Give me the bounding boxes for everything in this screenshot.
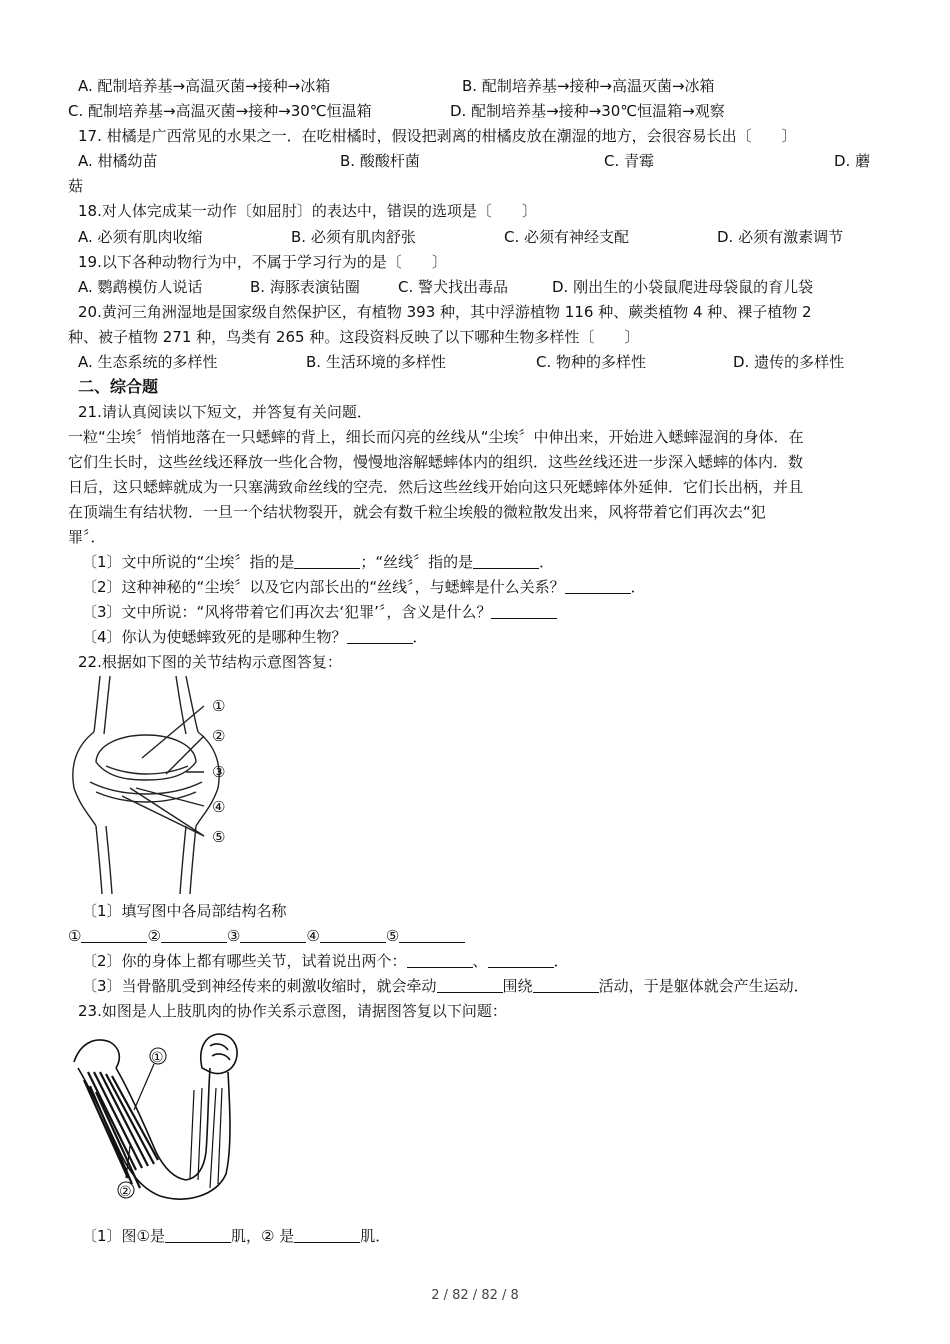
q19-option-c: C. 警犬找出毒品 bbox=[398, 278, 509, 296]
q16-option-d: D. 配制培养基→接种→30℃恒温箱→观察 bbox=[450, 102, 725, 120]
q21-passage-line5: 罪〞． bbox=[68, 528, 106, 546]
joint-label-1: ① bbox=[212, 697, 226, 715]
q22-sub1: 〔1〕填写图中各局部结构名称 bbox=[82, 902, 287, 920]
q22-stem: 22.根据如下图的关节结构示意图答复： bbox=[78, 653, 342, 671]
fill-label-5: ⑤ bbox=[385, 927, 400, 945]
q18-option-d: D. 必须有激素调节 bbox=[717, 228, 844, 246]
q21-passage-line4: 在顶端生有结状物．一旦一个结状物裂开，就会有数千粒尘埃般的微粒散发出来，风将带着它们再次去“犯 bbox=[68, 503, 766, 521]
q20-stem-line1: 20.黄河三角洲湿地是国家级自然保护区，有植物 393 种，其中浮游植物 116 种、蕨类植物 4 种、裸子植物 2 bbox=[78, 303, 812, 321]
q17-option-d: D. 蘑 bbox=[834, 152, 871, 170]
answer-blank[interactable] bbox=[294, 1227, 360, 1243]
q21-sub2-text-a: 〔2〕这种神秘的“尘埃〞以及它内部长出的“丝线〞，与蟋蟀是什么关系？ bbox=[82, 578, 565, 596]
answer-blank[interactable] bbox=[240, 927, 306, 943]
q22-sub1-blanks bbox=[68, 926, 465, 946]
q18-option-c: C. 必须有神经支配 bbox=[504, 228, 630, 246]
q21-sub2 bbox=[82, 577, 646, 597]
answer-blank[interactable] bbox=[437, 977, 503, 993]
answer-blank[interactable] bbox=[407, 952, 473, 968]
q17-option-c: C. 青霉 bbox=[604, 152, 655, 170]
q19-option-b: B. 海豚表演钻圈 bbox=[250, 278, 360, 296]
q21-sub1-text-a: 〔1〕文中所说的“尘埃〞指的是 bbox=[82, 553, 295, 571]
joint-label-3: ③ bbox=[212, 763, 226, 781]
joint-structure-diagram bbox=[66, 676, 246, 894]
fill-label-1: ① bbox=[68, 927, 82, 945]
q21-stem: 21.请认真阅读以下短文，并答复有关问题． bbox=[78, 403, 372, 421]
q18-option-a: A. 必须有肌肉收缩 bbox=[78, 228, 203, 246]
page-number: 2 / 82 / 82 / 8 bbox=[431, 1288, 519, 1303]
q22-sub2-text-a: 〔2〕你的身体上都有哪些关节，试着说出两个： bbox=[82, 952, 407, 970]
q22-sub2-text-b: ． bbox=[553, 952, 569, 970]
q20-option-d: D. 遗传的多样性 bbox=[733, 353, 845, 371]
q21-sub3-text-a: 〔3〕文中所说：“风将带着它们再次去‘犯罪’〞，含义是什么？ bbox=[82, 603, 492, 621]
q17-option-d-cont: 菇 bbox=[68, 177, 84, 195]
q23-sub1-text-b: 肌，② 是 bbox=[231, 1227, 295, 1245]
fill-label-2: ② bbox=[147, 927, 161, 945]
q21-sub4-text-a: 〔4〕你认为使蟋蟀致死的是哪种生物？ bbox=[82, 628, 347, 646]
q23-sub1-text-c: 肌． bbox=[360, 1227, 391, 1245]
q23-sub1-text-a: 〔1〕图①是 bbox=[82, 1227, 165, 1245]
q20-option-c: C. 物种的多样性 bbox=[536, 353, 647, 371]
q22-sub2 bbox=[82, 951, 569, 971]
q16-option-b: B. 配制培养基→接种→高温灭菌→冰箱 bbox=[462, 77, 715, 95]
q20-stem-line2: 种、被子植物 271 种，鸟类有 265 种。这段资料反映了以下哪种生物多样性〔 〕 bbox=[68, 328, 640, 346]
answer-blank[interactable] bbox=[161, 927, 227, 943]
q23-sub1 bbox=[82, 1226, 390, 1246]
q17-option-a: A. 柑橘幼苗 bbox=[78, 152, 158, 170]
q21-passage-line1: 一粒“尘埃〞悄悄地落在一只蟋蟀的背上，细长而闪亮的丝线从“尘埃〞中伸出来，开始进入蟋蟀湿润的身体．在 bbox=[68, 428, 804, 446]
arm-muscle-diagram bbox=[70, 1028, 240, 1210]
q18-stem: 18.对人体完成某一动作〔如屈肘〕的表达中，错误的选项是〔 〕 bbox=[78, 202, 537, 220]
q21-sub1 bbox=[82, 552, 554, 572]
section-title: 二、综合题 bbox=[78, 377, 159, 396]
answer-blank[interactable] bbox=[320, 927, 386, 943]
q20-option-b: B. 生活环境的多样性 bbox=[306, 353, 446, 371]
answer-blank[interactable] bbox=[399, 927, 465, 943]
q21-sub2-text-b: ． bbox=[630, 578, 646, 596]
q20-option-a: A. 生态系统的多样性 bbox=[78, 353, 218, 371]
q23-stem: 23.如图是人上肢肌肉的协作关系示意图，请据图答复以下问题： bbox=[78, 1002, 507, 1020]
answer-blank[interactable] bbox=[165, 1227, 231, 1243]
q22-sub3-text-a: 〔3〕当骨骼肌受到神经传来的刺激收缩时，就会牵动 bbox=[82, 977, 437, 995]
q21-sub1-text-b: ；“丝线〞指的是 bbox=[360, 553, 474, 571]
joint-label-5: ⑤ bbox=[212, 828, 226, 846]
q21-passage-line2: 它们生长时，这些丝线还释放一些化合物，慢慢地溶解蟋蟀体内的组织．这些丝线还进一步深入蟋蟀的体内．数 bbox=[68, 453, 804, 471]
answer-blank[interactable] bbox=[533, 977, 599, 993]
answer-blank[interactable] bbox=[294, 553, 360, 569]
q21-sub3 bbox=[82, 602, 557, 622]
answer-blank[interactable] bbox=[488, 952, 554, 968]
answer-blank[interactable] bbox=[491, 603, 557, 619]
answer-blank[interactable] bbox=[347, 628, 413, 644]
arm-label-1: ① bbox=[151, 1050, 164, 1066]
q17-stem: 17. 柑橘是广西常见的水果之一．在吃柑橘时，假设把剥离的柑橘皮放在潮湿的地方，会很容易长出〔 〕 bbox=[78, 127, 797, 145]
answer-blank[interactable] bbox=[81, 927, 147, 943]
q19-option-d: D. 刚出生的小袋鼠爬进母袋鼠的育儿袋 bbox=[552, 278, 814, 296]
q22-sub3-text-b: 围绕 bbox=[502, 977, 533, 995]
q16-option-c: C. 配制培养基→高温灭菌→接种→30℃恒温箱 bbox=[68, 102, 372, 120]
q21-sub4 bbox=[82, 627, 428, 647]
q21-passage-line3: 日后，这只蟋蟀就成为一只塞满致命丝线的空壳．然后这些丝线开始向这只死蟋蟀体外延伸．它们长出柄，并且 bbox=[68, 478, 804, 496]
q17-option-b: B. 酸酸杆菌 bbox=[340, 152, 420, 170]
q21-sub1-text-c: ． bbox=[539, 553, 555, 571]
joint-label-4: ④ bbox=[212, 798, 226, 816]
q22-sub3-text-c: 活动，于是躯体就会产生运动． bbox=[598, 977, 809, 995]
arm-label-2: ② bbox=[119, 1184, 132, 1200]
q18-option-b: B. 必须有肌肉舒张 bbox=[291, 228, 416, 246]
q22-sub2-sep: 、 bbox=[472, 952, 488, 970]
q19-option-a: A. 鹦鹉模仿人说话 bbox=[78, 278, 203, 296]
fill-label-3: ③ bbox=[226, 927, 241, 945]
answer-blank[interactable] bbox=[473, 553, 539, 569]
fill-label-4: ④ bbox=[306, 927, 320, 945]
joint-label-2: ② bbox=[212, 727, 226, 745]
answer-blank[interactable] bbox=[565, 578, 631, 594]
q22-sub3 bbox=[82, 976, 809, 996]
q21-sub4-text-b: ． bbox=[412, 628, 428, 646]
q19-stem: 19.以下各种动物行为中，不属于学习行为的是〔 〕 bbox=[78, 253, 447, 271]
q16-option-a: A. 配制培养基→高温灭菌→接种→冰箱 bbox=[78, 77, 331, 95]
